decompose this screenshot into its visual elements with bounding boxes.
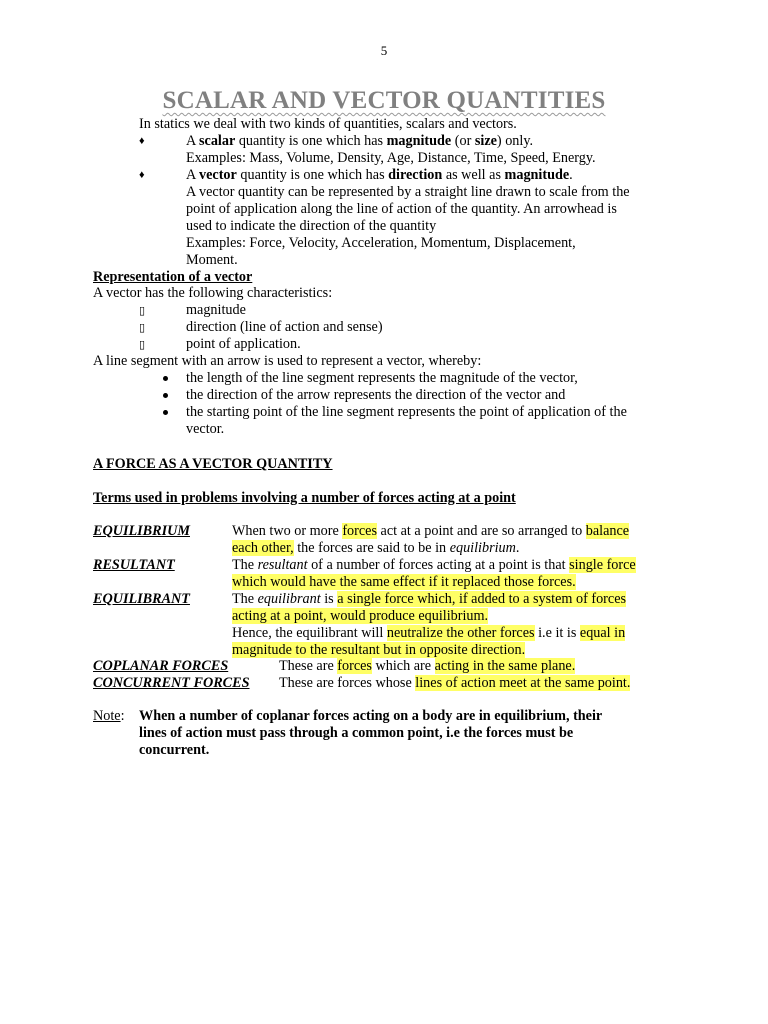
missing-glyph-box-icon: ▯ [139,338,146,351]
vector-desc-line: point of application along the line of action of the quantity. An arrowhead is [186,201,617,217]
note-text: When a number of coplanar forces acting on a body are in equilibrium, their [139,708,603,724]
intro-text: In statics we deal with two kinds of quantities, scalars and vectors. [139,116,517,132]
note-label: Note: [93,708,125,724]
characteristic-item: point of application. [186,336,301,352]
force-vector-heading: A FORCE AS A VECTOR QUANTITY [93,456,333,472]
scalar-definition: A scalar quantity is one which has magnitude (or size) only. [186,133,534,149]
vector-desc-line: A vector quantity can be represented by a straight line drawn to scale from the [186,184,630,200]
segment-bullet: the direction of the arrow represents the direction of the vector and [186,387,566,403]
vector-examples: Examples: Force, Velocity, Acceleration, Momentum, Displacement, [186,235,576,251]
vector-desc-line: used to indicate the direction of the quantity [186,218,437,234]
coplanar-definition: These are forces which are acting in the same plane. [279,658,576,674]
missing-glyph-box-icon: ▯ [139,321,146,334]
vector-definition: A vector quantity is one which has direction as well as magnitude. [186,167,573,183]
equilibrant-definition: The equilibrant is a single force which, if added to a system of forces [232,591,627,607]
characteristic-item: direction (line of action and sense) [186,319,383,335]
segment-intro: A line segment with an arrow is used to represent a vector, whereby: [93,353,482,369]
term-resultant: RESULTANT [93,557,175,573]
characteristic-item: magnitude [186,302,246,318]
representation-heading: Representation of a vector [93,269,253,285]
segment-bullet: the starting point of the line segment represents the point of application of the [186,404,627,420]
round-bullet-icon [163,393,168,398]
term-concurrent-forces: CONCURRENT FORCES [93,675,250,691]
term-coplanar-forces: COPLANAR FORCES [93,658,229,674]
equilibrant-definition: magnitude to the resultant but in opposite direction. [232,642,526,658]
note-text: lines of action must pass through a common point, i.e the forces must be [139,725,574,741]
diamond-bullet-icon: ♦ [139,169,145,181]
terms-heading: Terms used in problems involving a number of forces acting at a point [93,490,516,506]
vector-examples: Moment. [186,252,238,268]
segment-bullet-continued: vector. [186,421,225,437]
scalar-examples: Examples: Mass, Volume, Density, Age, Distance, Time, Speed, Energy. [186,150,596,166]
page-number: 5 [380,43,388,58]
equilibrium-definition: When two or more forces act at a point and are so arranged to balance [232,523,630,539]
equilibrant-definition: acting at a point, would produce equilibrium. [232,608,489,624]
round-bullet-icon [163,410,168,415]
term-equilibrium: EQUILIBRIUM [93,523,190,539]
term-equilibrant: EQUILIBRANT [93,591,190,607]
representation-intro: A vector has the following characteristics: [93,285,333,301]
concurrent-definition: These are forces whose lines of action meet at the same point. [279,675,631,691]
segment-bullet: the length of the line segment represents the magnitude of the vector, [186,370,578,386]
page-title: SCALAR AND VECTOR QUANTITIES [162,87,606,114]
note-text: concurrent. [139,742,210,758]
equilibrant-definition: Hence, the equilibrant will neutralize the other forces i.e it is equal in [232,625,626,641]
resultant-definition: The resultant of a number of forces acting at a point is that single force [232,557,636,573]
resultant-definition: which would have the same effect if it replaced those forces. [232,574,576,590]
equilibrium-definition: each other, the forces are said to be in equilibrium. [232,540,520,556]
round-bullet-icon [163,376,168,381]
diamond-bullet-icon: ♦ [139,135,145,147]
missing-glyph-box-icon: ▯ [139,304,146,317]
